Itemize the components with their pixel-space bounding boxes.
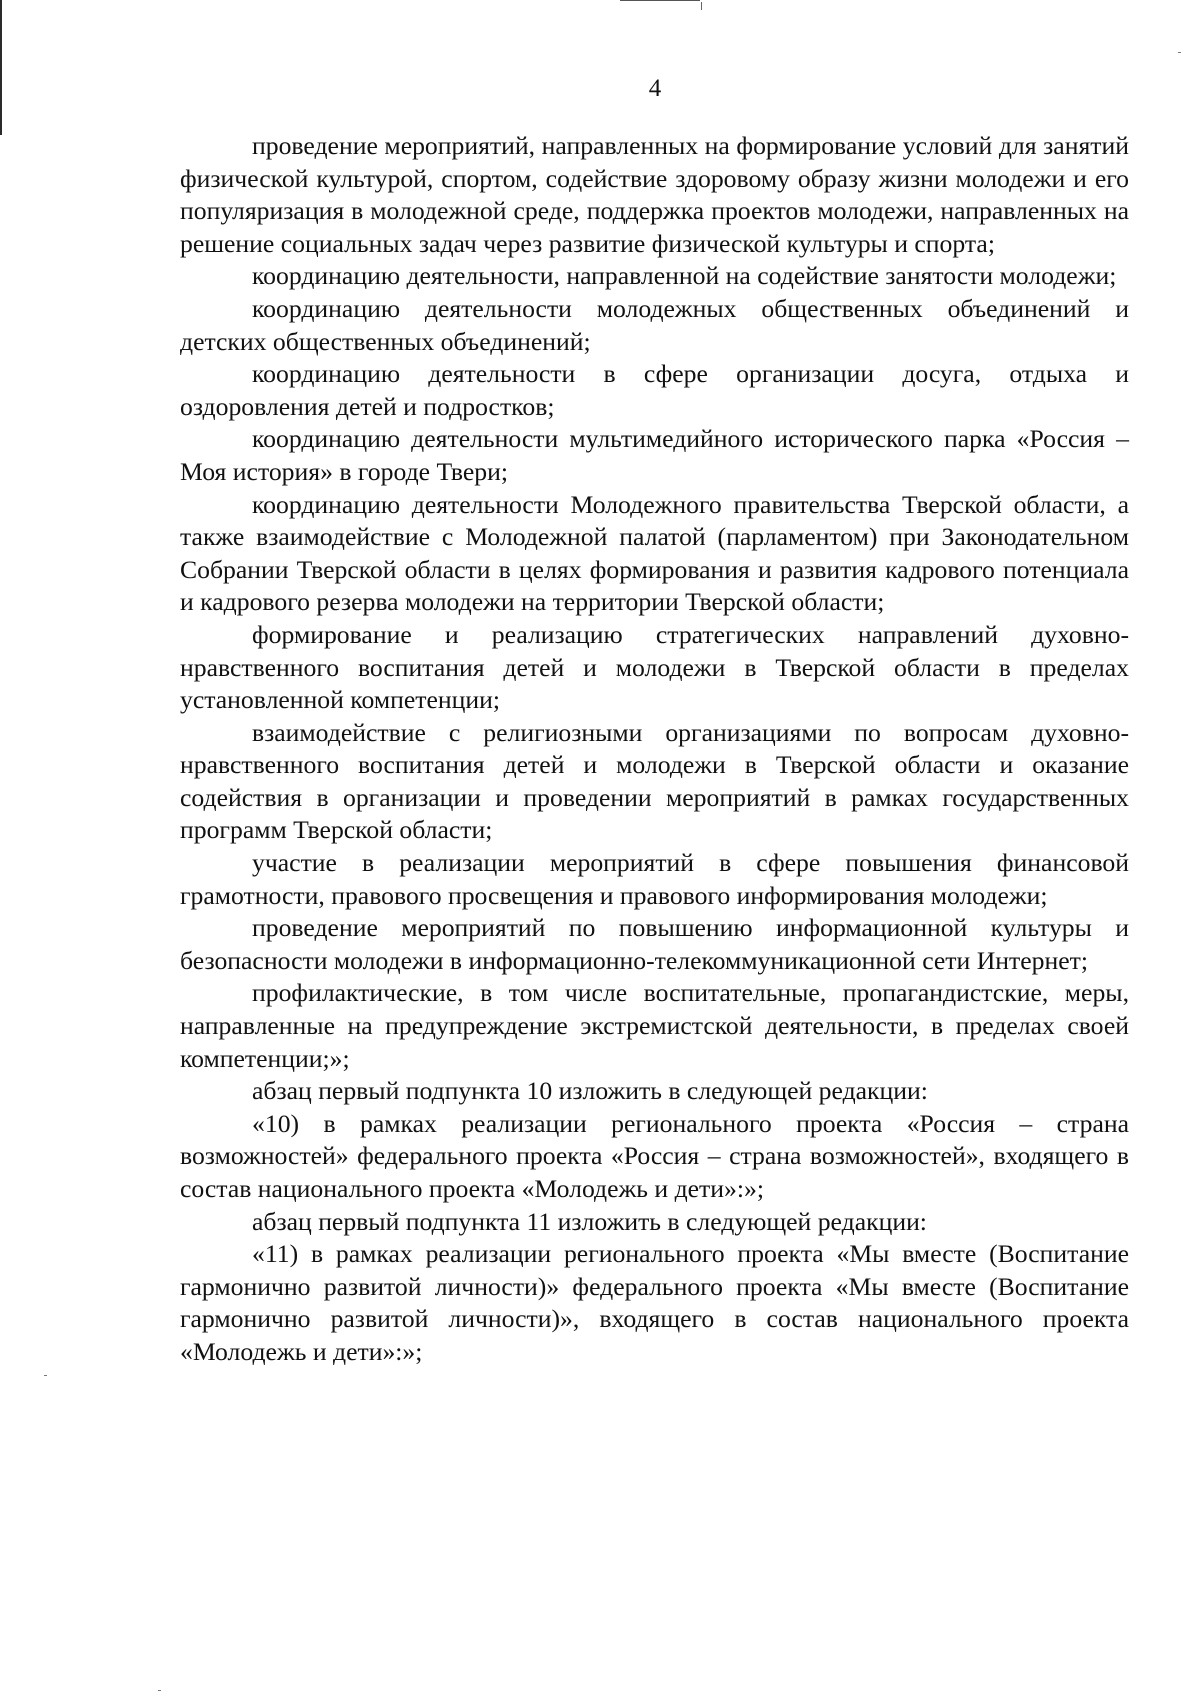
paragraph: «10) в рамках реализации регионального проекта «Россия – страна возможностей» федерального проекта «Россия – страна возможностей», входящего в состав национального проекта «Молодежь и дети»:»; — [180, 1108, 1129, 1203]
paragraph: абзац первый подпункта 10 изложить в следующей редакции: — [252, 1076, 928, 1106]
paragraph: абзац первый подпункта 11 изложить в следующей редакции: — [252, 1206, 927, 1236]
paragraph: координацию деятельности молодежных общественных объединений и детских общественных объединений; — [180, 293, 1129, 356]
scan-edge-mark — [620, 0, 700, 1]
scan-edge-mark — [0, 0, 2, 135]
paragraph: профилактические, в том числе воспитательные, пропагандистские, меры, направленные на предупреждение экстремистской деятельности, в пределах своей компетенции;»; — [180, 978, 1129, 1073]
paragraph: взаимодействие с религиозными организациями по вопросам духовно-нравственного воспитания детей и молодежи в Тверской области и оказание содействия в организации и проведении мероприятий в рамках государственных программ Тверской области; — [180, 717, 1129, 845]
paragraph: проведение мероприятий по повышению информационной культуры и безопасности молодежи в информационно-телекоммуникационной сети Интернет; — [180, 913, 1129, 975]
paragraph: формирование и реализацию стратегических направлений духовно-нравственного воспитания детей и молодежи в Тверской области в пределах установленной компетенции; — [180, 619, 1129, 715]
page-number: 4 — [648, 75, 662, 102]
document-body — [180, 130, 1129, 1369]
paragraph: координацию деятельности в сфере организации досуга, отдыха и оздоровления детей и подростков; — [180, 359, 1129, 421]
scan-edge-mark — [701, 2, 702, 10]
paragraph: координацию деятельности, направленной на содействие занятости молодежи; — [252, 261, 1117, 291]
paragraph: проведение мероприятий, направленных на формирование условий для занятий физической культурой, спортом, содействие здоровому образу жизни молодежи и его популяризация в молодежной среде, поддержка проектов молодежи, направленных на решение социальных задач через развитие физической культуры и спорта; — [180, 131, 1129, 258]
paragraph: участие в реализации мероприятий в сфере повышения финансовой грамотности, правового просвещения и правового информирования молодежи; — [180, 848, 1129, 910]
paragraph: «11) в рамках реализации регионального проекта «Мы вместе (Воспитание гармонично развитой личности)» федерального проекта «Мы вместе (Воспитание гармонично развитой личности)», входящего в состав национального проекта «Молодежь и дети»:»; — [180, 1239, 1129, 1366]
scan-speck — [44, 1375, 47, 1376]
paragraph: координацию деятельности мультимедийного исторического парка «Россия – Моя история» в городе Твери; — [180, 424, 1129, 486]
paragraph: координацию деятельности Молодежного правительства Тверской области, а также взаимодействие с Молодежной палатой (парламентом) при Законодательном Собрании Тверской области в целях формирования и развития кадрового потенциала и кадрового резерва молодежи на территории Тверской области; — [180, 489, 1129, 617]
scan-speck — [158, 1690, 161, 1691]
scan-speck — [1178, 52, 1181, 53]
